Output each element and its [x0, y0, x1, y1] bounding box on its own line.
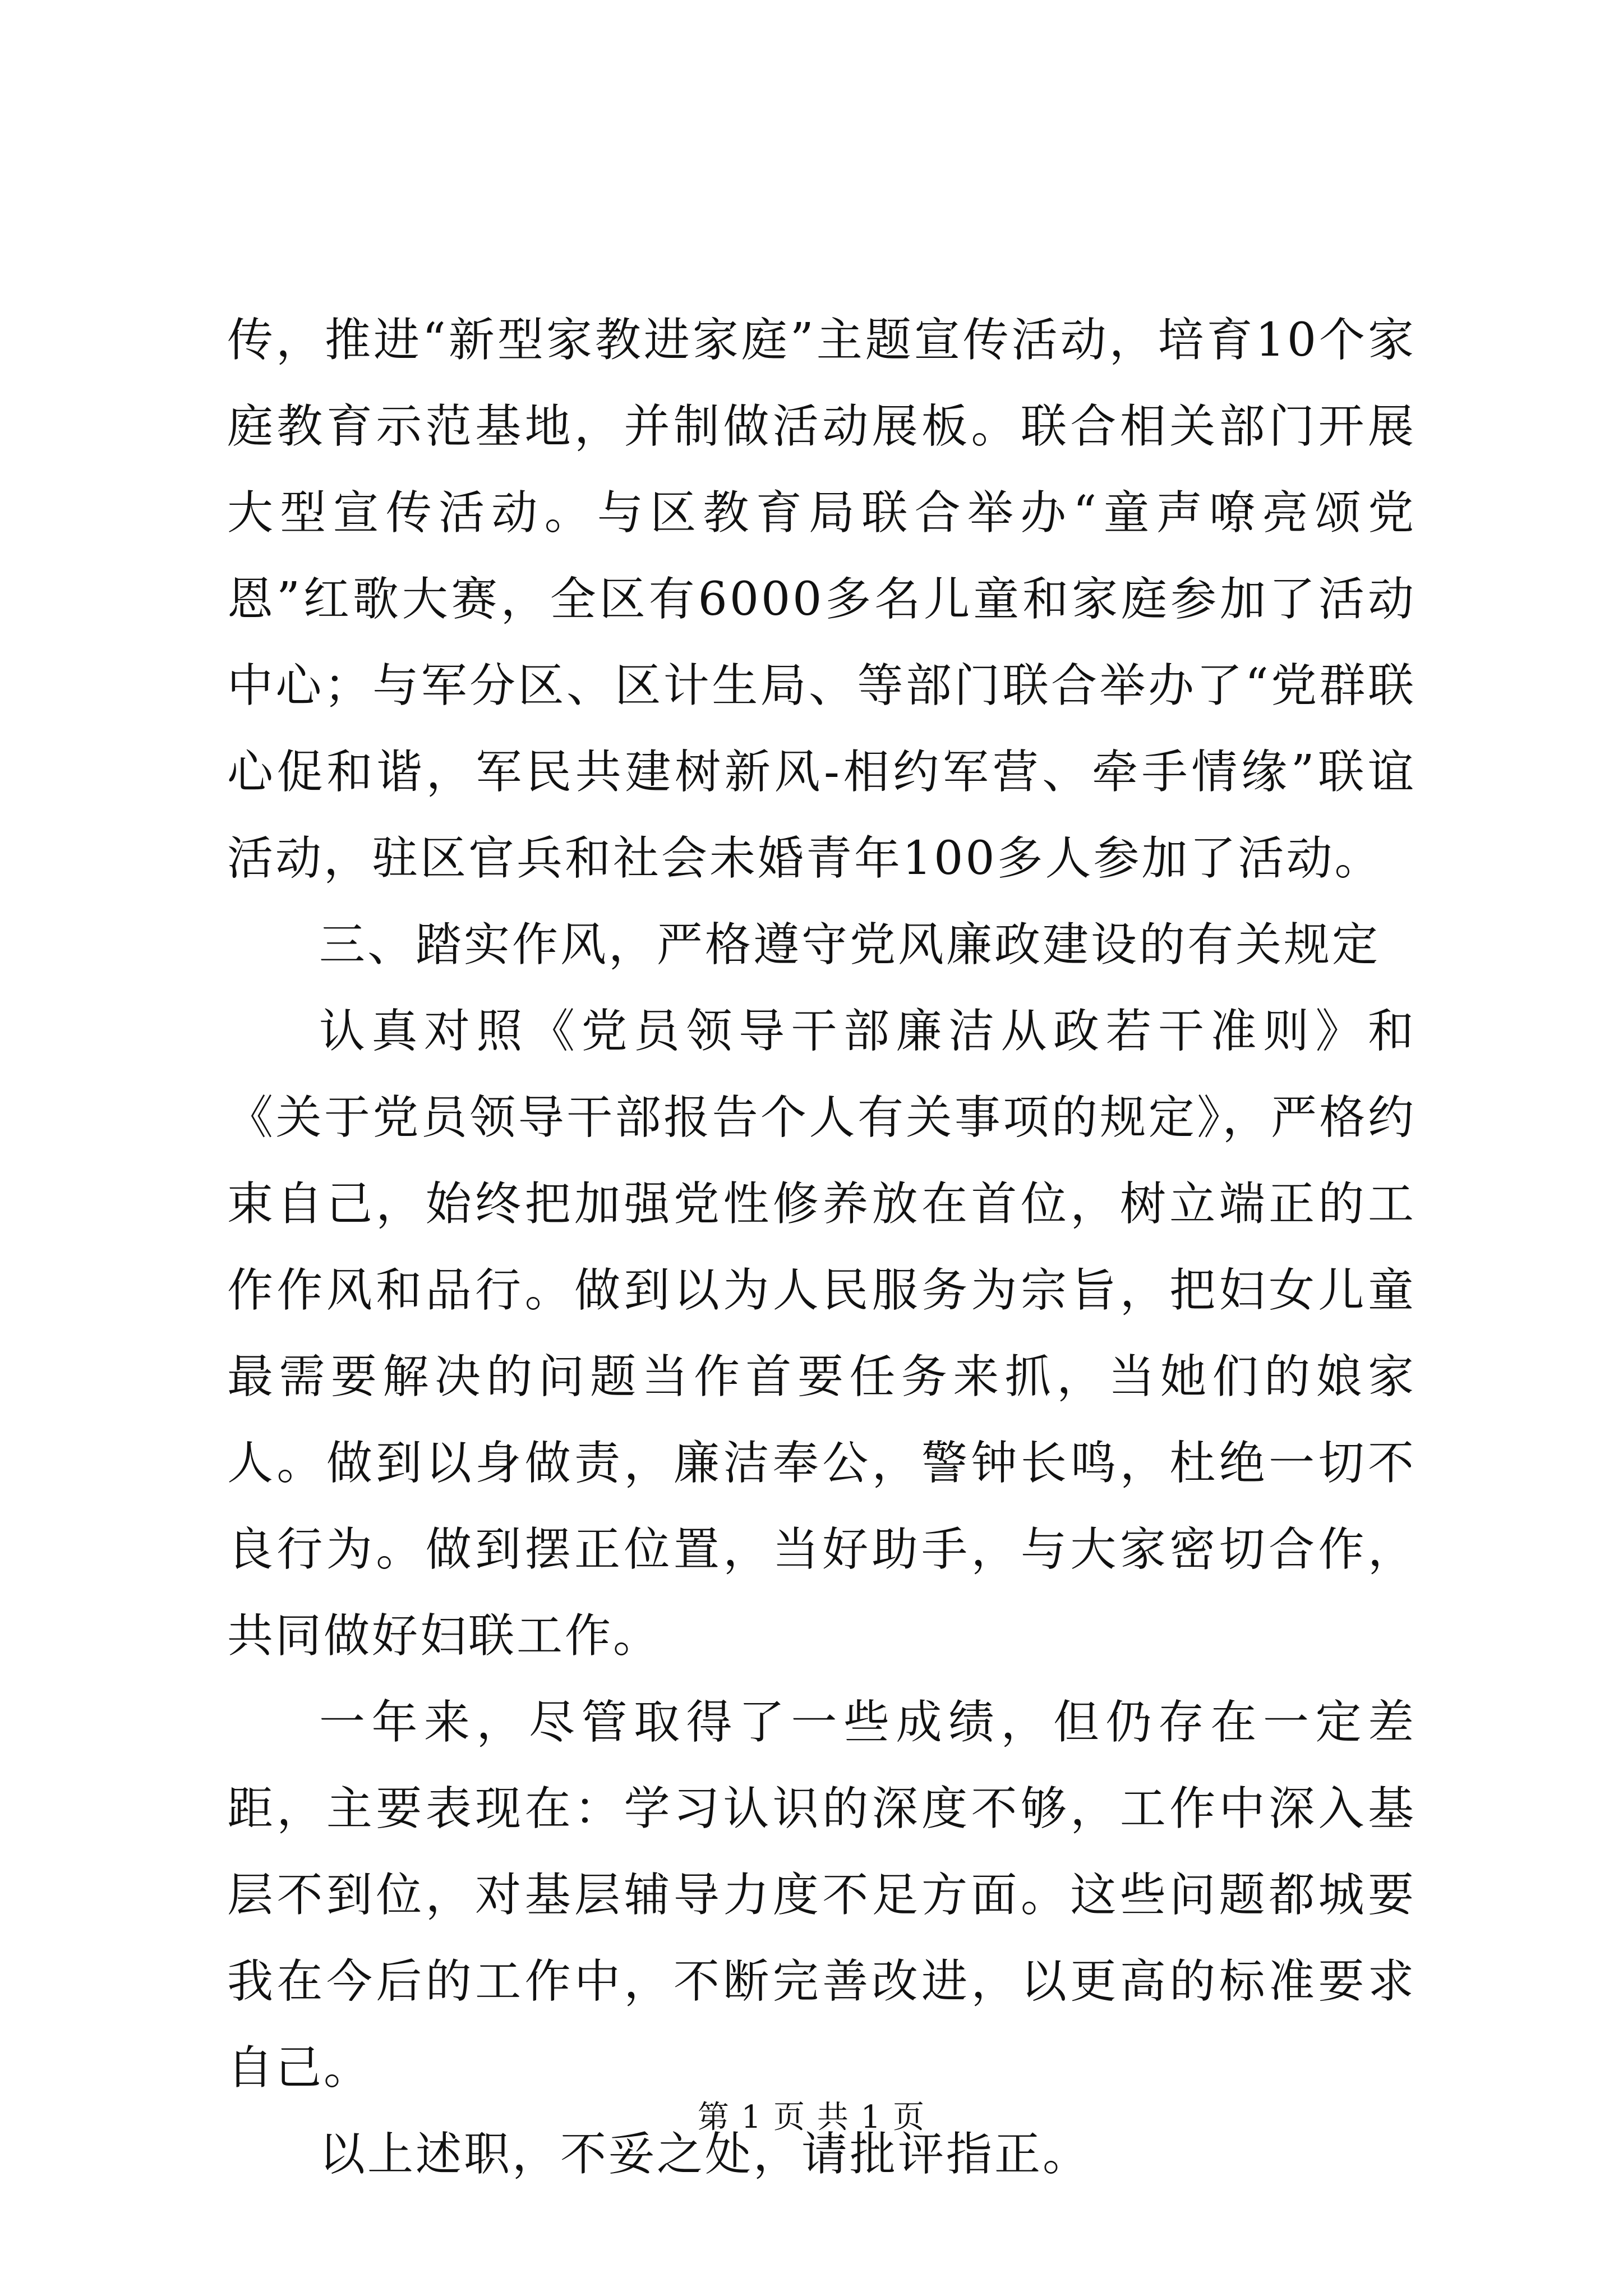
paragraph-continued-activities: 传，推进“新型家教进家庭”主题宣传活动，培育10个家庭教育示范基地，并制做活动展板。联合相关部门开展大型宣传活动。与区教育局联合举办“童声嘹亮颂党恩”红歌大赛，全区有6000多名儿童和家庭参加了活动中心；与军分区、区计生局、等部门联合举办了“党群联心促和谐，军民共建树新风-相约军营、牵手情缘”联谊活动，驻区官兵和社会未婚青年100多人参加了活动。 — [227, 314, 1416, 885]
page-number-footer: 第 1 页 共 1 页 — [697, 2099, 926, 2136]
paragraph-integrity: 认真对照《党员领导干部廉洁从政若干准则》和《关于党员领导干部报告个人有关事项的规定》，严格约束自己，始终把加强党性修养放在首位，树立端正的工作作风和品行。做到以为人民服务为宗旨，把妇女儿童最需要解决的问题当作首要任务来抓，当她们的娘家人。做到以身做责，廉洁奉公，警钟长鸣，杜绝一切不良行为。做到摆正位置，当好助手，与大家密切合作，共同做好妇联工作。 — [227, 1005, 1416, 1663]
paragraph-shortcomings: 一年来，尽管取得了一些成绩，但仍存在一定差距，主要表现在：学习认识的深度不够，工作中深入基层不到位，对基层辅导力度不足方面。这些问题都城要我在今后的工作中，不断完善改进，以更高的标准要求自己。 — [227, 1696, 1416, 2095]
section-heading-three: 三、踏实作风，严格遵守党风廉政建设的有关规定 — [319, 918, 1381, 972]
paragraph-closing: 以上述职，不妥之处，请批评指正。 — [319, 2128, 1091, 2181]
document-body — [227, 297, 1416, 2198]
